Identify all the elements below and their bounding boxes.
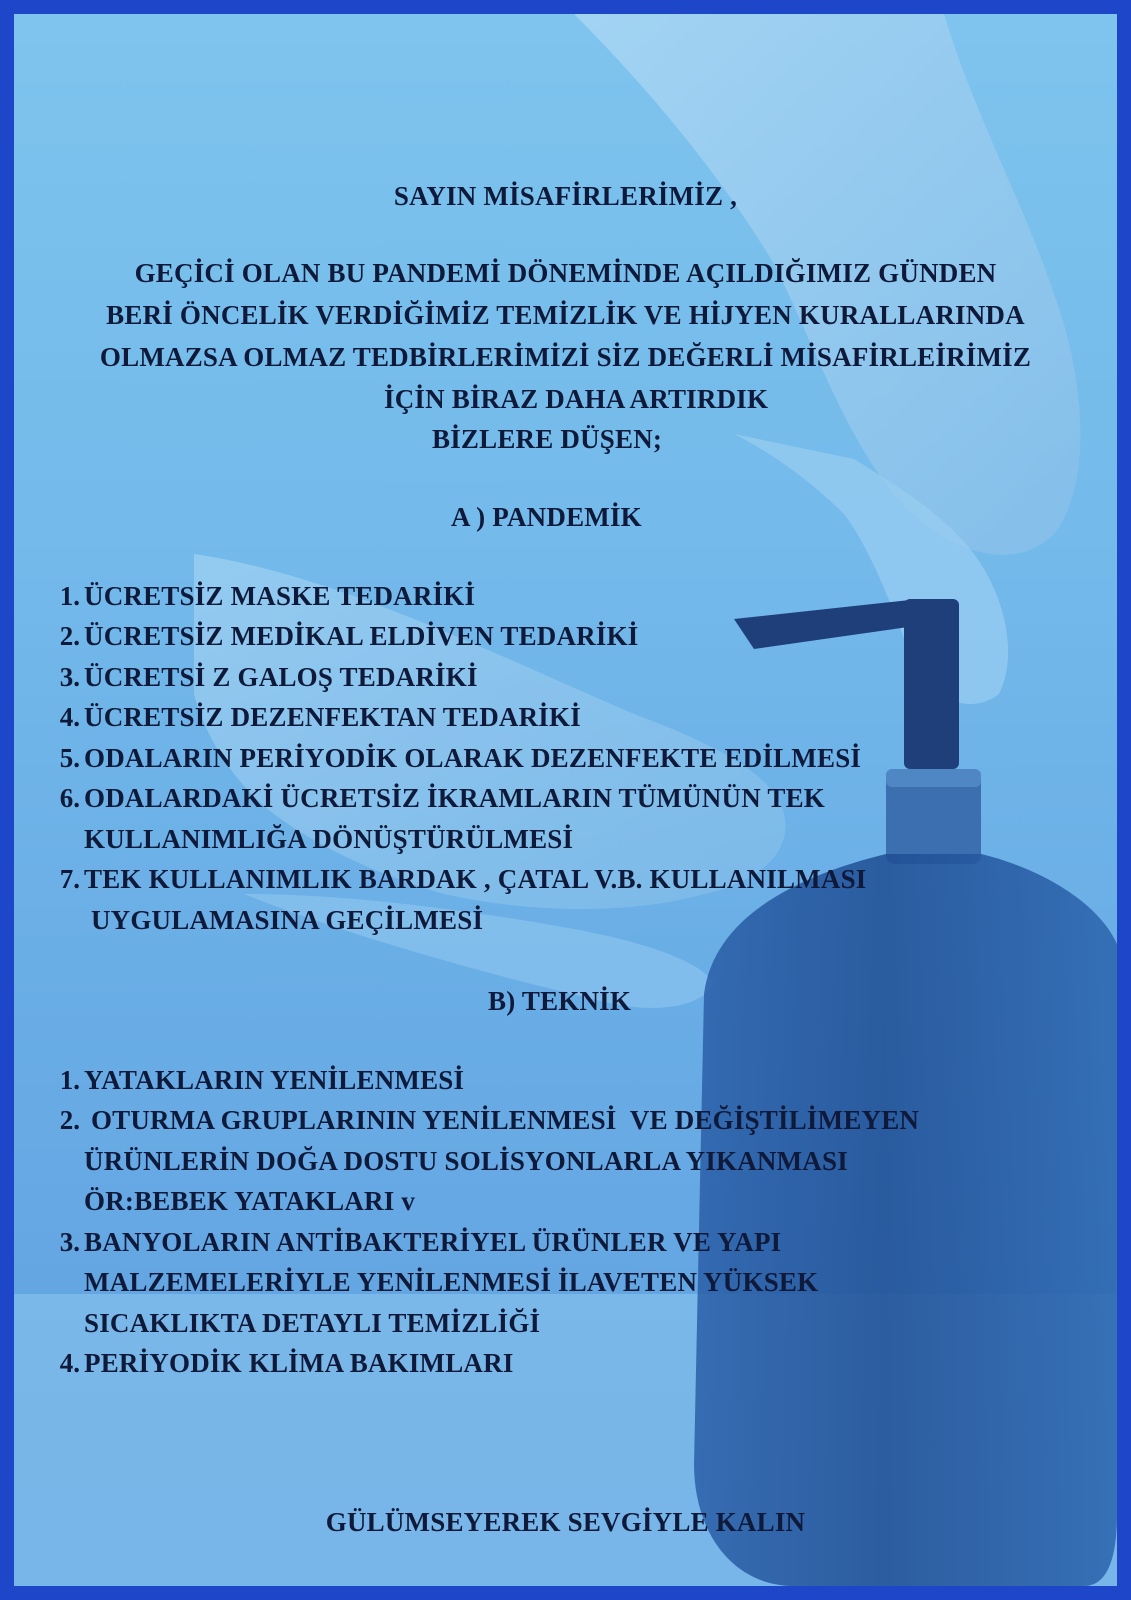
list-item-number: 2. [59,621,80,651]
list-item-continuation: ÜRÜNLERİN DOĞA DOSTU SOLİSYONLARLA YIKANMASI [84,1146,848,1176]
list-item-number: 5. [59,743,80,773]
list-item-number: 2. [59,1105,80,1135]
intro-line-4: İÇİN BİRAZ DAHA ARTIRDIK [384,384,769,414]
list-item: TEK KULLANIMLIK BARDAK , ÇATAL V.B. KULLANILMASI [84,864,867,894]
intro-line-1: GEÇİCİ OLAN BU PANDEMİ DÖNEMİNDE AÇILDIĞIMIZ GÜNDEN [134,258,997,288]
list-item-continuation: KULLANIMLIĞA DÖNÜŞTÜRÜLMESİ [84,824,574,854]
list-item-number: 3. [59,1227,80,1257]
list-item: OTURMA GRUPLARININ YENİLENMESİ VE DEĞİŞTİLİMEYEN [84,1105,920,1135]
list-item: ÜCRETSİZ MASKE TEDARİKİ [84,581,476,611]
list-item-number: 7. [59,864,80,894]
notice-text [14,14,1117,1586]
list-item: ODALARDAKİ ÜCRETSİZ İKRAMLARIN TÜMÜNÜN TEK [84,783,825,813]
list-item: ÜCRETSİZ MEDİKAL ELDİVEN TEDARİKİ [84,621,639,651]
list-item: PERİYODİK KLİMA BAKIMLARI [84,1348,514,1378]
list-item-number: 4. [59,1348,80,1378]
list-item: ODALARIN PERİYODİK OLARAK DEZENFEKTE EDİLMESİ [84,743,862,773]
list-item: BANYOLARIN ANTİBAKTERİYEL ÜRÜNLER VE YAPI [84,1227,782,1257]
list-item-number: 1. [59,581,80,611]
intro-line-5: BİZLERE DÜŞEN; [432,424,663,454]
list-item-number: 1. [59,1065,80,1095]
section-a-title: A ) PANDEMİK [451,502,642,532]
list-item-number: 6. [59,783,80,813]
greeting: SAYIN MİSAFİRLERİMİZ , [393,181,738,211]
intro-line-3: OLMAZSA OLMAZ TEDBİRLERİMİZİ SİZ DEĞERLİ MİSAFİRLEİRİMİZ [99,342,1032,372]
list-item-continuation: MALZEMELERİYLE YENİLENMESİ İLAVETEN YÜKSEK [84,1267,819,1297]
list-item: ÜCRETSİ Z GALOŞ TEDARİKİ [84,662,478,692]
list-item-number: 4. [59,702,80,732]
list-item-continuation: ÖR:BEBEK YATAKLARI v [84,1186,416,1216]
list-item-continuation: SICAKLIKTA DETAYLI TEMİZLİĞİ [84,1308,541,1338]
list-item: ÜCRETSİZ DEZENFEKTAN TEDARİKİ [84,702,581,732]
list-item-number: 3. [59,662,80,692]
list-item-continuation: UYGULAMASINA GEÇİLMESİ [84,905,484,935]
list-item: YATAKLARIN YENİLENMESİ [84,1065,465,1095]
section-b-title: B) TEKNİK [488,986,632,1016]
closing-message: GÜLÜMSEYEREK SEVGİYLE KALIN [325,1507,806,1537]
intro-line-2: BERİ ÖNCELİK VERDİĞİMİZ TEMİZLİK VE HİJYEN KURALLARINDA [106,300,1025,330]
